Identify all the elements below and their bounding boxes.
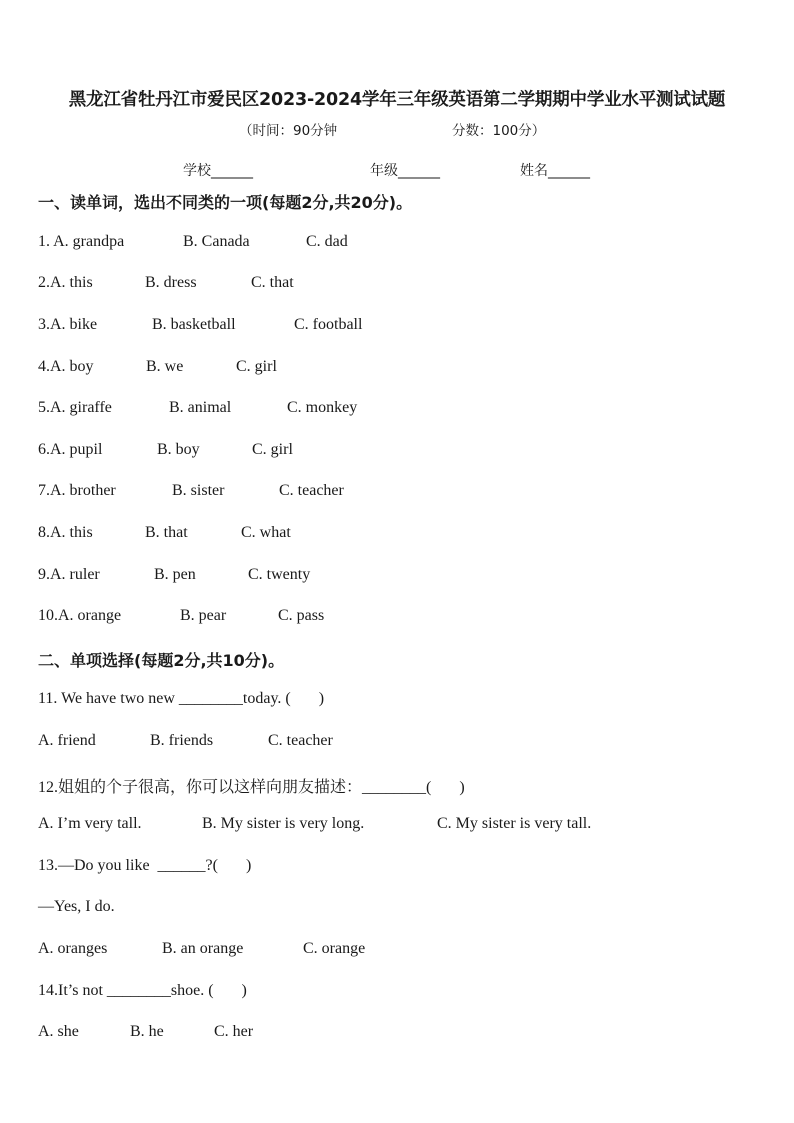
question-10-option-a-text: A. orange [58,607,122,624]
question-12-option-b: B. My sister is very long. [202,815,365,832]
question-9-option-a [38,566,100,584]
question-8-option-b [145,524,188,542]
question-9-option-c-text: C. twenty [248,566,311,583]
question-6-option-b [157,441,200,459]
question-8-option-c-text: C. what [241,524,291,541]
question-1-option-b [183,233,250,251]
question-14-option-c: C. her [214,1023,254,1040]
exam-score: 分数：100分） [452,123,546,139]
question-5-option-b-text: B. animal [169,399,232,416]
question-4-option-c [236,358,277,376]
question-4-number: 4. [38,358,50,375]
question-11-option-b: B. friends [150,732,214,749]
question-5-option-c [287,399,357,417]
question-5-option-a [38,399,112,417]
question-2-option-b-text: B. dress [145,274,197,291]
question-1-option-a-text: A. grandpa [53,233,125,250]
question-13-option-a: A. oranges [38,940,108,957]
question-6-option-a-text: A. pupil [50,441,103,458]
question-4-option-b-text: B. we [146,358,184,375]
question-8-option-a-text: A. this [50,524,93,541]
question-12-option-c: C. My sister is very tall. [437,815,592,832]
question-3-option-a [38,316,97,334]
question-1-option-a [38,233,124,251]
question-1-option-c-text: C. dad [306,233,348,250]
question-3-number: 3. [38,316,50,333]
question-2-option-a-text: A. this [50,274,93,291]
question-3-option-b-text: B. basketball [152,316,236,333]
question-7-option-b-text: B. sister [172,482,225,499]
question-1-option-b-text: B. Canada [183,233,250,250]
question-8-option-a [38,524,93,542]
section-2-heading: 二、单项选择(每题2分,共10分)。 [38,651,285,670]
question-10-option-b-text: B. pear [180,607,227,624]
question-2-option-a [38,274,93,292]
question-6-option-c-text: C. girl [252,441,293,458]
question-13-option-c: C. orange [303,940,366,957]
question-6-number: 6. [38,441,50,458]
grade-field: 年级______ [370,163,440,179]
exam-time: （时间：90分钟 [239,123,338,139]
question-10-option-a [38,607,121,625]
question-9-option-b [154,566,196,584]
question-8-number: 8. [38,524,50,541]
question-9-option-a-text: A. ruler [50,566,100,583]
question-12-option-a: A. I’m very tall. [38,815,142,832]
question-7-option-a-text: A. brother [50,482,116,499]
document-title: 黑龙江省牡丹江市爱民区2023-2024学年三年级英语第二学期期中学业水平测试试题 [68,90,726,110]
question-2-option-b [145,274,197,292]
question-9-option-b-text: B. pen [154,566,196,583]
question-10-option-c [278,607,324,625]
question-2-number: 2. [38,274,50,291]
question-1-number: 1. [38,233,54,250]
question-6-option-c [252,441,293,459]
question-11-stem: 11. We have two new ________today. ( ) [38,690,325,707]
question-3-option-c-text: C. football [294,316,363,333]
question-7-option-c [279,482,344,500]
question-11-option-a: A. friend [38,732,96,749]
question-1-option-c [306,233,348,251]
question-4-option-a [38,358,94,376]
question-7-number: 7. [38,482,50,499]
question-13-option-b: B. an orange [162,940,244,957]
question-5-option-c-text: C. monkey [287,399,358,416]
name-field: 姓名______ [520,163,590,179]
question-6-option-b-text: B. boy [157,441,200,458]
section-1-heading: 一、读单词，选出不同类的一项(每题2分,共20分)。 [38,193,413,212]
question-10-option-c-text: C. pass [278,607,325,624]
question-2-option-c-text: C. that [251,274,294,291]
question-5-number: 5. [38,399,50,416]
question-14-option-b: B. he [130,1023,164,1040]
question-7-option-a [38,482,116,500]
question-12-stem: 12.姐姐的个子很高，你可以这样向朋友描述：________( ) [38,779,465,796]
question-5-option-a-text: A. giraffe [50,399,112,416]
question-14-option-a: A. she [38,1023,79,1040]
question-8-option-b-text: B. that [145,524,188,541]
question-10-option-b [180,607,226,625]
question-2-option-c [251,274,294,292]
question-6-option-a [38,441,102,459]
question-9-option-c [248,566,310,584]
question-9-number: 9. [38,566,50,583]
question-8-option-c [241,524,291,542]
question-3-option-b [152,316,236,334]
question-7-option-b [172,482,224,500]
question-5-option-b [169,399,231,417]
question-4-option-a-text: A. boy [50,358,94,375]
question-11-option-c: C. teacher [268,732,333,749]
question-10-number: 10. [38,607,58,624]
question-7-option-c-text: C. teacher [279,482,344,499]
question-4-option-c-text: C. girl [236,358,277,375]
question-3-option-c [294,316,362,334]
question-13-stem: 13.—Do you like ______?( ) [38,857,252,874]
question-13-reply: —Yes, I do. [38,898,115,915]
question-3-option-a-text: A. bike [50,316,98,333]
question-4-option-b [146,358,183,376]
question-14-stem: 14.It’s not ________shoe. ( ) [38,982,247,999]
school-field: 学校______ [183,163,253,179]
